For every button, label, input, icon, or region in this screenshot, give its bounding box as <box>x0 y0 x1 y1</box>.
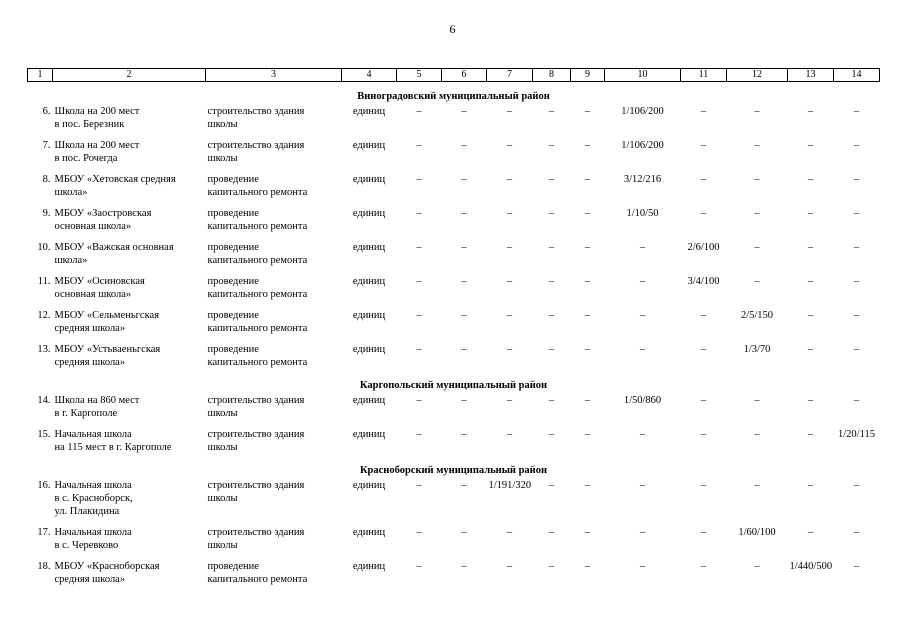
value-cell: – <box>584 344 591 355</box>
value-cell: – <box>461 527 467 538</box>
unit: единиц <box>352 242 386 253</box>
value-cell: – <box>416 174 422 185</box>
value-cell: – <box>754 106 760 117</box>
row-number: 16. <box>37 480 51 491</box>
unit: единиц <box>352 208 386 219</box>
section-title: Виноградовский муниципальный район <box>357 91 550 102</box>
value-cell: – <box>754 395 760 406</box>
value-cell: – <box>416 140 422 151</box>
unit: единиц <box>352 106 386 117</box>
value-cell: – <box>639 527 646 538</box>
value-cell: – <box>639 276 646 287</box>
value-cell: – <box>853 208 860 219</box>
value-cell: – <box>807 310 814 321</box>
work-type: строительство здания школы <box>207 527 305 551</box>
row-number: 6. <box>42 106 51 117</box>
value-cell: – <box>584 480 591 491</box>
unit: единиц <box>352 561 386 572</box>
value-cell: – <box>548 429 555 440</box>
row-number: 8. <box>42 174 51 185</box>
value-cell: – <box>853 106 860 117</box>
unit: единиц <box>352 174 386 185</box>
value-cell: – <box>461 429 467 440</box>
value-cell: – <box>416 480 422 491</box>
value-cell: – <box>639 480 646 491</box>
value-cell: – <box>548 106 555 117</box>
value-cell: – <box>754 561 760 572</box>
value-cell: – <box>416 276 422 287</box>
value-cell: – <box>853 174 860 185</box>
row-number: 18. <box>37 561 51 572</box>
table-row <box>28 139 880 173</box>
work-type: строительство здания школы <box>207 429 305 453</box>
table-row <box>28 309 880 343</box>
value-cell: – <box>416 310 422 321</box>
value-cell: – <box>639 310 646 321</box>
table-row <box>28 207 880 241</box>
table-row <box>28 241 880 275</box>
section-title-row <box>28 462 880 479</box>
value-cell: – <box>700 310 707 321</box>
value-cell: – <box>461 106 467 117</box>
value-cell: – <box>461 140 467 151</box>
column-header: 8 <box>533 69 571 82</box>
object-name: МБОУ «Заостровская основная школа» <box>54 208 152 232</box>
value-cell: – <box>700 429 707 440</box>
object-name: МБОУ «Устьваеньгская средняя школа» <box>54 344 161 368</box>
value-cell: – <box>584 527 591 538</box>
value-cell: – <box>807 480 814 491</box>
value-cell: – <box>548 395 555 406</box>
value-cell: – <box>506 242 513 253</box>
value-cell: – <box>853 344 860 355</box>
value-cell: – <box>461 276 467 287</box>
object-name: Школа на 200 мест в пос. Рочегда <box>54 140 140 164</box>
value-cell: – <box>807 174 814 185</box>
column-header: 5 <box>397 69 442 82</box>
object-name: МБОУ «Красноборская средняя школа» <box>54 561 160 585</box>
value-cell: – <box>461 480 467 491</box>
column-header: 12 <box>727 69 788 82</box>
value-cell: – <box>584 174 591 185</box>
table-row <box>28 105 880 139</box>
value-cell: – <box>506 527 513 538</box>
object-name: Начальная школа на 115 мест в г. Каргополе <box>54 429 172 453</box>
value-cell: – <box>461 395 467 406</box>
value-cell: – <box>416 106 422 117</box>
value-cell: – <box>506 561 513 572</box>
value-cell: – <box>754 174 760 185</box>
value-cell: – <box>754 140 760 151</box>
value-cell: – <box>700 395 707 406</box>
row-number: 9. <box>42 208 51 219</box>
column-header: 10 <box>605 69 681 82</box>
object-name: МБОУ «Хетовская средняя школа» <box>54 174 176 198</box>
object-name: МБОУ «Важская основная школа» <box>54 242 174 266</box>
value-cell: – <box>700 561 707 572</box>
work-type: строительство здания школы <box>207 106 305 130</box>
value-cell: – <box>584 310 591 321</box>
value-cell: – <box>700 140 707 151</box>
section-title-row <box>28 88 880 105</box>
value-cell: – <box>584 561 591 572</box>
value-cell: – <box>584 106 591 117</box>
value-cell: – <box>506 395 513 406</box>
value-cell: – <box>754 429 760 440</box>
value-cell: – <box>700 480 707 491</box>
value-cell: – <box>548 310 555 321</box>
value-cell: – <box>807 276 814 287</box>
table-row <box>28 173 880 207</box>
value-cell: – <box>853 310 860 321</box>
work-type: строительство здания школы <box>207 395 305 419</box>
value-cell: – <box>853 527 860 538</box>
value-cell: – <box>461 344 467 355</box>
unit: единиц <box>352 429 386 440</box>
value-cell: – <box>700 208 707 219</box>
value-cell: – <box>506 106 513 117</box>
unit: единиц <box>352 140 386 151</box>
column-header: 4 <box>342 69 397 82</box>
value-cell: 3/4/100 <box>687 276 720 287</box>
value-cell: – <box>461 561 467 572</box>
value-cell: – <box>807 429 814 440</box>
value-cell: – <box>548 208 555 219</box>
object-name: Школа на 200 мест в пос. Березник <box>54 106 140 130</box>
table-row <box>28 394 880 428</box>
table-row <box>28 479 880 526</box>
work-type: проведение капитального ремонта <box>207 208 308 232</box>
value-cell: – <box>639 429 646 440</box>
object-name: Школа на 860 мест в г. Каргополе <box>54 395 140 419</box>
value-cell: 2/5/150 <box>740 310 774 321</box>
value-cell: – <box>416 208 422 219</box>
column-header: 13 <box>788 69 834 82</box>
value-cell: – <box>853 395 860 406</box>
value-cell: – <box>807 395 814 406</box>
value-cell: – <box>548 480 555 491</box>
table-row <box>28 560 880 594</box>
value-cell: – <box>754 242 760 253</box>
value-cell: – <box>584 276 591 287</box>
work-type: проведение капитального ремонта <box>207 242 308 266</box>
value-cell: – <box>416 429 422 440</box>
unit: единиц <box>352 527 386 538</box>
value-cell: – <box>506 429 513 440</box>
value-cell: – <box>461 310 467 321</box>
column-header: 6 <box>442 69 487 82</box>
column-header: 3 <box>206 69 342 82</box>
value-cell: – <box>807 527 814 538</box>
table-row <box>28 275 880 309</box>
column-header-row <box>28 69 880 82</box>
value-cell: – <box>548 561 555 572</box>
section-title-row <box>28 377 880 394</box>
unit: единиц <box>352 344 386 355</box>
value-cell: – <box>548 140 555 151</box>
value-cell: 2/6/100 <box>687 242 720 253</box>
value-cell: – <box>853 276 860 287</box>
value-cell: – <box>754 208 760 219</box>
value-cell: – <box>700 174 707 185</box>
value-cell: – <box>807 140 814 151</box>
value-cell: 1/106/200 <box>621 106 664 117</box>
work-type: проведение капитального ремонта <box>207 310 308 334</box>
column-header: 9 <box>571 69 605 82</box>
value-cell: – <box>853 140 860 151</box>
value-cell: – <box>416 395 422 406</box>
unit: единиц <box>352 276 386 287</box>
work-type: проведение капитального ремонта <box>207 344 308 368</box>
work-type: проведение капитального ремонта <box>207 276 308 300</box>
value-cell: – <box>506 140 513 151</box>
object-name: Начальная школа в с. Красноборск, ул. Плакидина <box>54 480 133 517</box>
value-cell: – <box>506 310 513 321</box>
value-cell: – <box>584 242 591 253</box>
row-number: 14. <box>37 395 51 406</box>
value-cell: 1/10/50 <box>626 208 659 219</box>
row-number: 12. <box>37 310 51 321</box>
work-type: проведение капитального ремонта <box>207 174 308 198</box>
unit: единиц <box>352 480 386 491</box>
object-name: Начальная школа в с. Черевково <box>54 527 132 551</box>
value-cell: – <box>416 242 422 253</box>
value-cell: – <box>853 480 860 491</box>
value-cell: – <box>853 561 860 572</box>
table-row <box>28 343 880 377</box>
value-cell: – <box>416 527 422 538</box>
value-cell: – <box>807 208 814 219</box>
section-title: Красноборский муниципальный район <box>359 465 548 476</box>
row-number: 10. <box>37 242 51 253</box>
value-cell: – <box>807 242 814 253</box>
value-cell: – <box>548 344 555 355</box>
value-cell: – <box>754 276 760 287</box>
column-header: 14 <box>834 69 880 82</box>
value-cell: – <box>584 140 591 151</box>
table-body <box>28 69 880 595</box>
value-cell: – <box>700 344 707 355</box>
unit: единиц <box>352 395 386 406</box>
object-name: МБОУ «Осиновская основная школа» <box>54 276 145 300</box>
value-cell: – <box>461 208 467 219</box>
value-cell: – <box>639 242 646 253</box>
row-number: 17. <box>37 527 51 538</box>
value-cell: – <box>506 174 513 185</box>
value-cell: – <box>548 276 555 287</box>
value-cell: – <box>584 395 591 406</box>
table-row <box>28 428 880 462</box>
value-cell: – <box>461 174 467 185</box>
value-cell: – <box>807 344 814 355</box>
value-cell: – <box>700 527 707 538</box>
value-cell: – <box>584 208 591 219</box>
value-cell: – <box>506 276 513 287</box>
value-cell: 1/106/200 <box>621 140 664 151</box>
value-cell: – <box>853 242 860 253</box>
value-cell: – <box>416 344 422 355</box>
row-number: 11. <box>37 276 51 287</box>
value-cell: – <box>807 106 814 117</box>
value-cell: 3/12/216 <box>623 174 662 185</box>
column-header: 2 <box>53 69 206 82</box>
value-cell: – <box>639 561 646 572</box>
row-number: 7. <box>42 140 51 151</box>
value-cell: 1/60/100 <box>738 527 776 538</box>
value-cell: – <box>506 208 513 219</box>
unit: единиц <box>352 310 386 321</box>
work-type: строительство здания школы <box>207 480 305 504</box>
value-cell: – <box>639 344 646 355</box>
value-cell: 1/3/70 <box>743 344 771 355</box>
value-cell: – <box>548 242 555 253</box>
value-cell: – <box>700 106 707 117</box>
column-header: 7 <box>487 69 533 82</box>
value-cell: 1/191/320 <box>488 480 532 491</box>
work-type: строительство здания школы <box>207 140 305 164</box>
value-cell: – <box>754 480 760 491</box>
row-number: 15. <box>37 429 51 440</box>
value-cell: – <box>548 527 555 538</box>
value-cell: – <box>584 429 591 440</box>
value-cell: 1/50/860 <box>623 395 662 406</box>
value-cell: 1/20/115 <box>838 429 875 440</box>
data-table <box>27 68 880 594</box>
column-header: 11 <box>681 69 727 82</box>
section-title: Каргопольский муниципальный район <box>359 380 548 391</box>
table-row <box>28 526 880 560</box>
value-cell: – <box>548 174 555 185</box>
page-number: 6 <box>449 22 456 36</box>
value-cell: – <box>416 561 422 572</box>
work-type: проведение капитального ремонта <box>207 561 308 585</box>
object-name: МБОУ «Сельменьгская средняя школа» <box>54 310 160 334</box>
value-cell: 1/440/500 <box>789 561 833 572</box>
value-cell: – <box>461 242 467 253</box>
row-number: 13. <box>37 344 51 355</box>
column-header: 1 <box>28 69 53 82</box>
value-cell: – <box>506 344 513 355</box>
